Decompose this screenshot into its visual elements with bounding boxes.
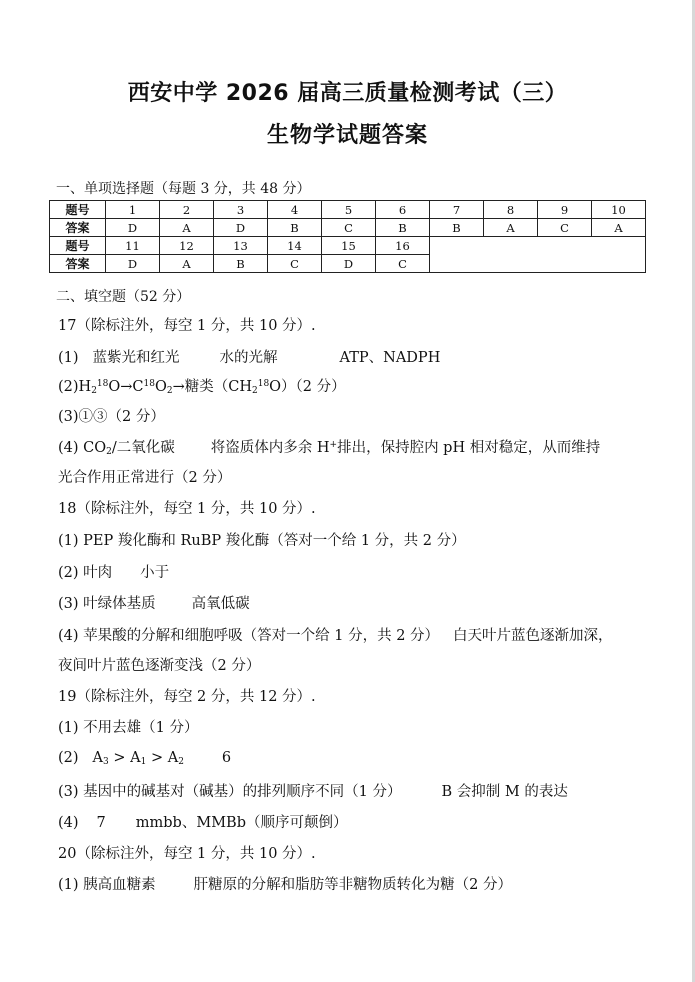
q17-answer-3: (3)①③（2 分） [58,409,165,425]
q18-answer-4: (4) 苹果酸的分解和细胞呼吸（答对一个给 1 分，共 2 分） 白天叶片蓝色逐渐加深， [58,628,613,644]
q18-answer-3: (3) 叶绿体基质 高氧低碳 [58,596,250,612]
q19-answer-4: (4) 7 mmbb、MMBb（顺序可颠倒） [58,815,348,831]
q18-header: 18（除标注外，每空 1 分，共 10 分）. [58,501,316,517]
question-number: 8 [484,201,538,219]
question-number: 3 [214,201,268,219]
question-number: 14 [268,237,322,255]
table-row [50,237,646,255]
q17-answer-4-cont: 光合作用正常进行（2 分） [58,470,232,486]
q19-header: 19（除标注外，每空 2 分，共 12 分）. [58,689,316,705]
q17-answer-1: (1) 蓝紫光和红光 水的光解 ATP、NADPH [58,350,441,366]
question-number: 11 [106,237,160,255]
question-number: 6 [376,201,430,219]
answer-cell: C [268,255,322,273]
table-answer-label: 答案 [50,255,106,273]
q17-answer-4: (4) $CO_2/$二氧化碳 将盗质体内多余 H+排出，保持腔内 pH 相对稳定，从而维持 [58,440,601,457]
answer-cell: C [376,255,430,273]
answer-cell: A [160,255,214,273]
question-number: 9 [538,201,592,219]
table-row [50,201,646,219]
table-header-label: 题号 [50,201,106,219]
answer-cell: D [322,255,376,273]
answer-cell: D [106,255,160,273]
q18-answer-1: (1) PEP 羧化酶和 RuBP 羧化酶（答对一个给 1 分，共 2 分） [58,533,466,549]
q20-header: 20（除标注外，每空 1 分，共 10 分）. [58,846,316,862]
table-header-label: 题号 [50,237,106,255]
answer-cell: C [322,219,376,237]
question-number: 4 [268,201,322,219]
section2-heading: 二、填空题（52 分） [56,289,191,305]
question-number: 10 [592,201,646,219]
q18-answer-4-cont: 夜间叶片蓝色逐渐变浅（2 分） [58,658,261,674]
question-number: 12 [160,237,214,255]
answer-cell: D [106,219,160,237]
question-number: 7 [430,201,484,219]
q18-answer-2: (2) 叶肉 小于 [58,565,170,581]
answer-cell: B [376,219,430,237]
q17-answer-2: $(2)H_2^{18}O\to C^{18}O_2\to$糖类$(CH_2^{18}O)(2$ 分） [58,379,346,396]
answer-cell: B [268,219,322,237]
answer-cell: D [214,219,268,237]
exam-subtitle: 生物学试题答案 [266,123,428,148]
answer-cell: A [160,219,214,237]
answer-cell: A [592,219,646,237]
question-number: 1 [106,201,160,219]
section1-heading: 一、单项选择题（每题 3 分，共 48 分） [56,181,311,197]
question-number: 16 [376,237,430,255]
answer-table [49,200,646,273]
answer-cell: C [538,219,592,237]
q19-answer-1: (1) 不用去雄（1 分） [58,720,199,736]
answer-cell: B [214,255,268,273]
q19-answer-3: (3) 基因中的碱基对（碱基）的排列顺序不同（1 分） B 会抑制 M 的表达 [58,784,568,800]
q20-answer-1: (1) 胰高血糖素 肝糖原的分解和脂肪等非糖物质转化为糖（2 分） [58,877,512,893]
question-number: 5 [322,201,376,219]
question-number: 2 [160,201,214,219]
empty-cell [430,237,646,273]
exam-title: 西安中学 2026 届高三质量检测考试（三） [127,81,568,106]
question-number: 13 [214,237,268,255]
answer-cell: B [430,219,484,237]
q19-answer-2: (2) $A_3 > A_1 > A_2$ 6 [58,750,232,767]
question-number: 15 [322,237,376,255]
table-answer-label: 答案 [50,219,106,237]
table-row [50,219,646,237]
q17-header: 17（除标注外，每空 1 分，共 10 分）. [58,318,316,334]
answer-cell: A [484,219,538,237]
